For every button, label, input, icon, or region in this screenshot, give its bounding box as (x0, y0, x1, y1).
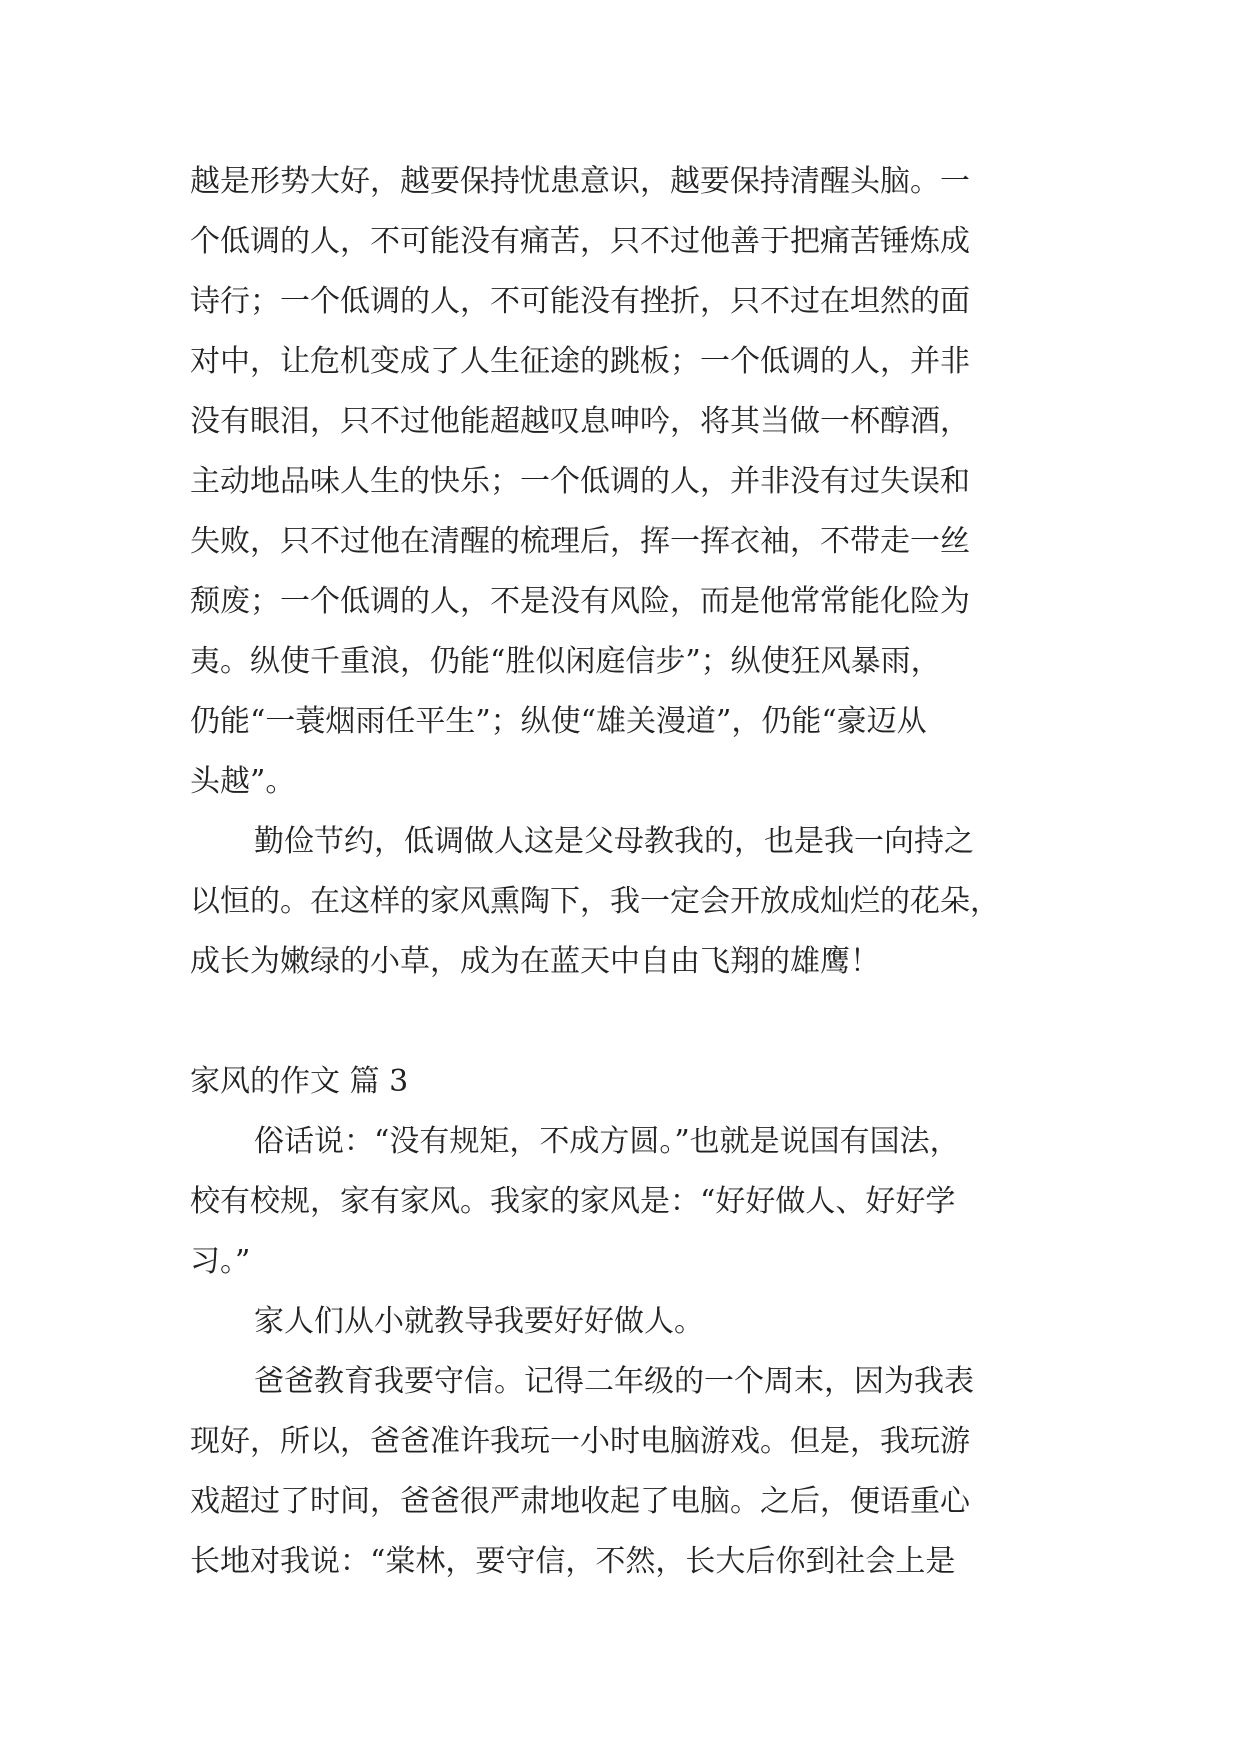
text-line: 个低调的人，不可能没有痛苦，只不过他善于把痛苦锤炼成 (190, 224, 970, 259)
text-line: 成长为嫩绿的小草，成为在蓝天中自由飞翔的雄鹰！ (190, 944, 880, 979)
section-heading: 家风的作文 篇 3 (190, 1064, 409, 1099)
text-line: 越是形势大好，越要保持忧患意识，越要保持清醒头脑。一 (190, 164, 970, 199)
text-line: 颓废；一个低调的人，不是没有风险，而是他常常能化险为 (190, 584, 970, 619)
text-line: 仍能“一蓑烟雨任平生”；纵使“雄关漫道”，仍能“豪迈从 (190, 704, 927, 739)
text-line: 戏超过了时间，爸爸很严肃地收起了电脑。之后，便语重心 (190, 1484, 970, 1519)
text-line: 爸爸教育我要守信。记得二年级的一个周末，因为我表 (254, 1364, 974, 1399)
text-line: 主动地品味人生的快乐；一个低调的人，并非没有过失误和 (190, 464, 970, 499)
text-line: 校有校规，家有家风。我家的家风是：“好好做人、好好学 (190, 1184, 956, 1219)
paragraph (190, 1292, 1070, 1352)
document-body (190, 152, 1070, 1592)
text-line: 俗话说：“没有规矩，不成方圆。”也就是说国有国法， (254, 1124, 960, 1159)
paragraph (190, 1112, 1070, 1292)
text-line: 勤俭节约，低调做人这是父母教我的，也是我一向持之 (254, 824, 974, 859)
paragraph (190, 1352, 1070, 1592)
text-line: 诗行；一个低调的人，不可能没有挫折，只不过在坦然的面 (190, 284, 970, 319)
paragraph (190, 152, 1070, 812)
text-line: 长地对我说：“棠林，要守信，不然，长大后你到社会上是 (190, 1544, 956, 1579)
text-line: 对中，让危机变成了人生征途的跳板；一个低调的人，并非 (190, 344, 970, 379)
text-line: 以恒的。在这样的家风熏陶下，我一定会开放成灿烂的花朵， (190, 884, 1000, 919)
text-line: 头越”。 (190, 764, 296, 799)
text-line: 失败，只不过他在清醒的梳理后，挥一挥衣袖，不带走一丝 (190, 524, 970, 559)
text-line: 没有眼泪，只不过他能超越叹息呻吟，将其当做一杯醇酒， (190, 404, 970, 439)
text-line: 家人们从小就教导我要好好做人。 (254, 1304, 704, 1339)
text-line: 现好，所以，爸爸准许我玩一小时电脑游戏。但是，我玩游 (190, 1424, 970, 1459)
paragraph (190, 812, 1070, 992)
text-line: 习。” (190, 1244, 251, 1279)
text-line: 夷。纵使千重浪，仍能“胜似闲庭信步”；纵使狂风暴雨， (190, 644, 941, 679)
